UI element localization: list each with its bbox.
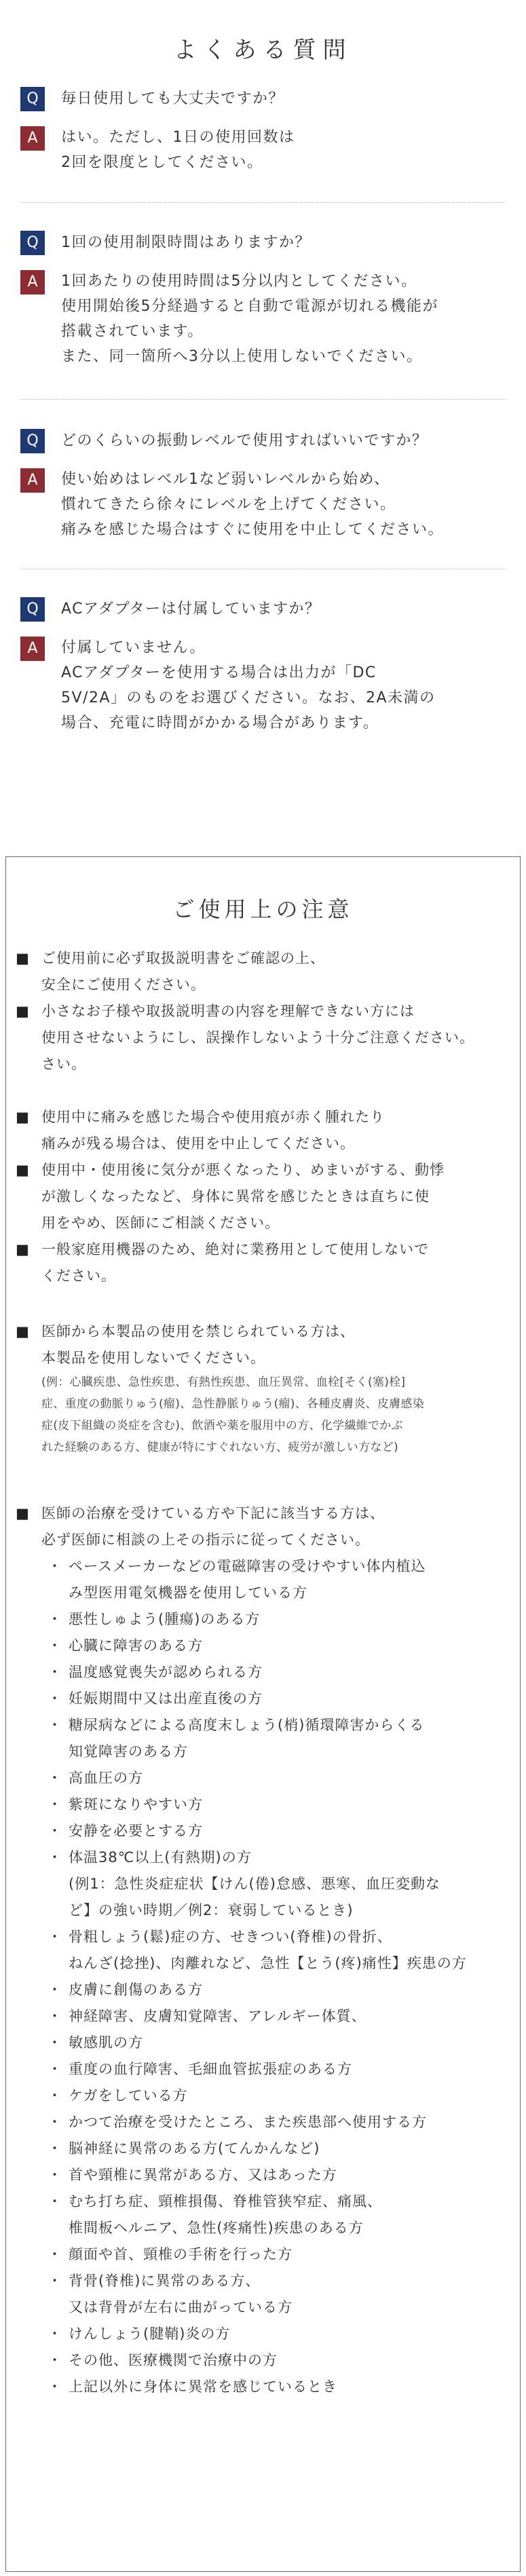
- condition-item: [16, 1792, 511, 1818]
- caution-block: [16, 945, 511, 1078]
- condition-item: [16, 1606, 511, 1633]
- answer-row: [20, 637, 506, 736]
- caution-line: ■ 使用中に痛みを感じた場合や使用痕が赤く腫れたり: [16, 1104, 511, 1131]
- condition-text: ねんざ(捻挫)、肉離れなど、急性【とう(疼)痛性】疾患の方: [69, 1955, 467, 1971]
- condition-item: [16, 2321, 511, 2347]
- caution-line: 本製品を使用しないでください。: [41, 1350, 265, 1366]
- caution-line: ください。: [41, 1268, 116, 1284]
- condition-text: 敏感肌の方: [69, 2034, 143, 2051]
- caution-line: 安全にご使用ください。: [41, 977, 206, 993]
- condition-text: 紫斑になりやすい方: [69, 1796, 203, 1813]
- a-badge: A: [20, 637, 45, 661]
- caution-line: が激しくなったなど、身体に異常を感じたときは直ちに使: [41, 1188, 430, 1205]
- condition-text: その他、医療機関で治療中の方: [69, 2352, 278, 2368]
- condition-text: 神経障害、皮膚知覚障害、アレルギー体質、: [69, 2008, 367, 2024]
- caution-block: [16, 1104, 511, 1289]
- q-badge: Q: [20, 429, 45, 453]
- answer-line: 慣れてきたら徐々にレベルを上げてください。: [61, 496, 396, 513]
- question-row: [20, 231, 506, 255]
- condition-text: ペースメーカーなどの電磁障害の受けやすい体内植込: [69, 1558, 426, 1574]
- condition-list: [16, 1553, 511, 2400]
- question-text: ACアダプターは付属していますか？: [61, 601, 321, 618]
- faq-divider: [20, 399, 506, 400]
- condition-text: むち打ち症、頸椎損傷、脊椎管狭窄症、痛風、: [69, 2193, 382, 2210]
- condition-item-continued: [16, 1739, 511, 1765]
- condition-text: (例1：急性炎症症状【けん(倦)怠感、悪寒、血圧変動な: [69, 1876, 440, 1892]
- caution-line: 痛みが残る場合は、使用を中止してください。: [41, 1135, 355, 1152]
- condition-item: [16, 2241, 511, 2268]
- answer-line: 2回を限度としてください。: [61, 154, 263, 171]
- condition-text: 心臓に障害のある方: [69, 1637, 203, 1654]
- bullet-dot-icon: ・: [48, 2273, 62, 2289]
- caution-line: ■ 医師から本製品の使用を禁じられている方は、: [16, 1319, 511, 1345]
- condition-item: [16, 2347, 511, 2374]
- bullet-dot-icon: ・: [48, 1637, 62, 1654]
- condition-item: [16, 1924, 511, 1950]
- condition-item: [16, 2109, 511, 2136]
- condition-text: 背骨(脊椎)に異常のある方、: [69, 2273, 261, 2289]
- condition-item: [16, 2189, 511, 2215]
- faq-item: [20, 231, 506, 369]
- answer-line: 5V/2A」のものをお選びください。なお、2A未満の: [61, 689, 436, 706]
- caution-box: [5, 856, 521, 2572]
- condition-text: 首や頸椎に異常がある方、又はあった方: [69, 2167, 337, 2183]
- condition-text: ケガをしている方: [69, 2087, 188, 2104]
- condition-item: [16, 2136, 511, 2162]
- caution-line: ■ 小さなお子様や取扱説明書の内容を理解できない方には: [16, 998, 511, 1025]
- caution-line: ■ 一般家庭用機器のため、絶対に業務用として使用しないで: [16, 1236, 511, 1263]
- condition-text: 重度の血行障害、毛細血管拡張症のある方: [69, 2061, 352, 2077]
- condition-item-continued: [16, 1871, 511, 1897]
- bullet-dot-icon: ・: [48, 2008, 62, 2024]
- condition-text: 悪性しゅよう(腫瘍)のある方: [69, 1611, 261, 1627]
- consult-block: [16, 1500, 511, 2400]
- condition-item: [16, 1844, 511, 1871]
- condition-item: [16, 2268, 511, 2294]
- condition-text: 知覚障害のある方: [69, 1743, 188, 1760]
- bullet-dot-icon: ・: [48, 1796, 62, 1813]
- condition-item: [16, 2003, 511, 2030]
- q-badge: Q: [20, 597, 45, 622]
- condition-text: 顔面や首、頸椎の手術を行った方: [69, 2246, 293, 2262]
- bullet-dot-icon: ・: [48, 1611, 62, 1627]
- question-text: 毎日使用しても大丈夫ですか？: [61, 90, 285, 107]
- condition-text: 皮膚に創傷のある方: [69, 1982, 203, 1998]
- condition-item-continued: [16, 1897, 511, 1924]
- answer-line: ACアダプターを使用する場合は出力が「DC: [61, 664, 377, 681]
- condition-text: 上記以外に身体に異常を感じているとき: [69, 2379, 337, 2395]
- condition-item-continued: [16, 1950, 511, 1977]
- condition-text: 温度感覚喪失が認められる方: [69, 1664, 263, 1680]
- condition-text: 高血圧の方: [69, 1770, 143, 1786]
- caution-line: 用をやめ、医師にご相談ください。: [41, 1215, 280, 1231]
- condition-item: [16, 1765, 511, 1792]
- answer-text: [61, 269, 438, 369]
- bullet-dot-icon: ・: [48, 2114, 62, 2130]
- condition-item: [16, 2056, 511, 2083]
- condition-item: [16, 1633, 511, 1659]
- condition-item: [16, 1712, 511, 1739]
- condition-text: ど】の強い時期／例2：衰弱しているとき): [69, 1902, 354, 1918]
- bullet-dot-icon: ・: [48, 1558, 62, 1574]
- question-row: [20, 87, 506, 111]
- condition-item: [16, 1659, 511, 1686]
- caution-line: 必ず医師に相談の上その指示に従ってください。: [41, 1532, 370, 1548]
- question-text: どのくらいの振動レベルで使用すればいいですか？: [61, 432, 428, 449]
- answer-line: はい。ただし、1日の使用回数は: [61, 129, 295, 146]
- bullet-dot-icon: ・: [48, 1823, 62, 1839]
- bullet-dot-icon: ・: [48, 1690, 62, 1707]
- answer-text: [61, 125, 295, 175]
- q-badge: Q: [20, 231, 45, 255]
- condition-item-continued: [16, 2215, 511, 2241]
- condition-item: [16, 1977, 511, 2003]
- condition-item: [16, 2030, 511, 2056]
- bullet-dot-icon: ・: [48, 1849, 62, 1865]
- q-badge: Q: [20, 87, 45, 111]
- answer-line: 搭載されています。: [61, 323, 204, 340]
- answer-text: [61, 635, 436, 736]
- condition-item: [16, 2162, 511, 2189]
- answer-row: [20, 270, 506, 369]
- bullet-dot-icon: ・: [48, 2246, 62, 2262]
- prohibited-note: [16, 1371, 511, 1458]
- bullet-dot-icon: ・: [48, 2326, 62, 2342]
- note-line: 症(皮下組織の炎症を含む)、飲酒や薬を服用中の方、化学繊維でかぶ: [41, 1419, 403, 1433]
- answer-line: 痛みを感じた場合はすぐに使用を中止してください。: [61, 521, 445, 538]
- condition-text: み型医用電気機器を使用している方: [69, 1585, 307, 1601]
- a-badge: A: [20, 126, 45, 151]
- faq-item: [20, 597, 506, 736]
- a-badge: A: [20, 468, 45, 493]
- bullet-dot-icon: ・: [48, 2193, 62, 2210]
- bullet-dot-icon: ・: [48, 2140, 62, 2157]
- bullet-dot-icon: ・: [48, 1664, 62, 1680]
- caution-line: ■ 使用中・使用後に気分が悪くなったり、めまいがする、動悸: [16, 1157, 511, 1183]
- caution-title: ご使用上の注意: [172, 896, 354, 922]
- condition-item: [16, 1553, 511, 1580]
- answer-line: 使い始めはレベル1など弱いレベルから始め、: [61, 471, 390, 488]
- question-row: [20, 597, 506, 622]
- faq-divider: [20, 202, 506, 203]
- condition-text: 又は背骨が左右に曲がっている方: [69, 2299, 293, 2315]
- condition-item-continued: [16, 2294, 511, 2321]
- condition-text: 体温38℃以上(有熱期)の方: [69, 1849, 252, 1865]
- a-badge: A: [20, 270, 45, 295]
- condition-text: 骨粗しょう(鬆)症の方、せきつい(脊椎)の骨折、: [69, 1929, 392, 1945]
- note-line: れた経験のある方、健康が特にすぐれない方、疲労が激しい方など): [41, 1441, 398, 1454]
- bullet-dot-icon: ・: [48, 1770, 62, 1786]
- caution-line: 使用させないようにし、誤操作しないよう十分ご注意ください。: [41, 1029, 474, 1046]
- bullet-dot-icon: ・: [48, 2352, 62, 2368]
- caution-line: ■ ご使用前に必ず取扱説明書をご確認の上、: [16, 945, 511, 972]
- caution-line: ■ 医師の治療を受けている方や下記に該当する方は、: [16, 1500, 511, 1527]
- answer-line: 使用開始後5分経過すると自動で電源が切れる機能が: [61, 298, 438, 315]
- prohibited-block: [16, 1319, 511, 1458]
- condition-text: 糖尿病などによる高度末しょう(梢)循環障害からくる: [69, 1717, 425, 1733]
- note-line: (例：心臓疾患、急性疾患、有熱性疾患、血圧異常、血栓[そく(塞)栓]: [41, 1376, 406, 1389]
- caution-line: さい。: [41, 1056, 86, 1072]
- bullet-dot-icon: ・: [48, 2379, 62, 2395]
- condition-text: かつて治療を受けたところ、また疾患部へ使用する方: [69, 2114, 427, 2130]
- answer-line: 1回あたりの使用時間は5分以内としてください。: [61, 273, 417, 290]
- condition-text: けんしょう(腱鞘)炎の方: [69, 2326, 231, 2342]
- answer-text: [61, 467, 444, 542]
- faq-item: [20, 429, 506, 542]
- bullet-dot-icon: ・: [48, 2034, 62, 2051]
- condition-item: [16, 2374, 511, 2400]
- condition-text: 安静を必要とする方: [69, 1823, 203, 1839]
- faq-item: [20, 87, 506, 175]
- question-row: [20, 429, 506, 453]
- note-line: 症、重度の動脈りゅう(瘤)、急性静脈りゅう(瘤)、各種皮膚炎、皮膚感染: [41, 1397, 425, 1411]
- bullet-dot-icon: ・: [48, 1717, 62, 1733]
- question-text: 1回の使用制限時間はありますか？: [61, 234, 311, 251]
- bullet-dot-icon: ・: [48, 2061, 62, 2077]
- bullet-dot-icon: ・: [48, 2167, 62, 2183]
- condition-item: [16, 1686, 511, 1712]
- bullet-dot-icon: ・: [48, 2087, 62, 2104]
- condition-item: [16, 2083, 511, 2109]
- faq-title: よくある質問: [173, 37, 353, 64]
- condition-item-continued: [16, 1580, 511, 1606]
- answer-row: [20, 468, 506, 542]
- answer-line: 付属していません。: [61, 639, 206, 656]
- condition-text: 椎間板ヘルニア、急性(疼痛性)疾患のある方: [69, 2220, 364, 2236]
- condition-item: [16, 1818, 511, 1844]
- answer-row: [20, 126, 506, 175]
- bullet-dot-icon: ・: [48, 1929, 62, 1945]
- condition-text: 脳神経に異常のある方(てんかんなど): [69, 2140, 320, 2157]
- answer-line: 場合、充電に時間がかかる場合があります。: [61, 715, 379, 732]
- condition-text: 妊娠期間中又は出産直後の方: [69, 1690, 263, 1707]
- answer-line: また、同一箇所へ3分以上使用しないでください。: [61, 348, 423, 365]
- bullet-dot-icon: ・: [48, 1982, 62, 1998]
